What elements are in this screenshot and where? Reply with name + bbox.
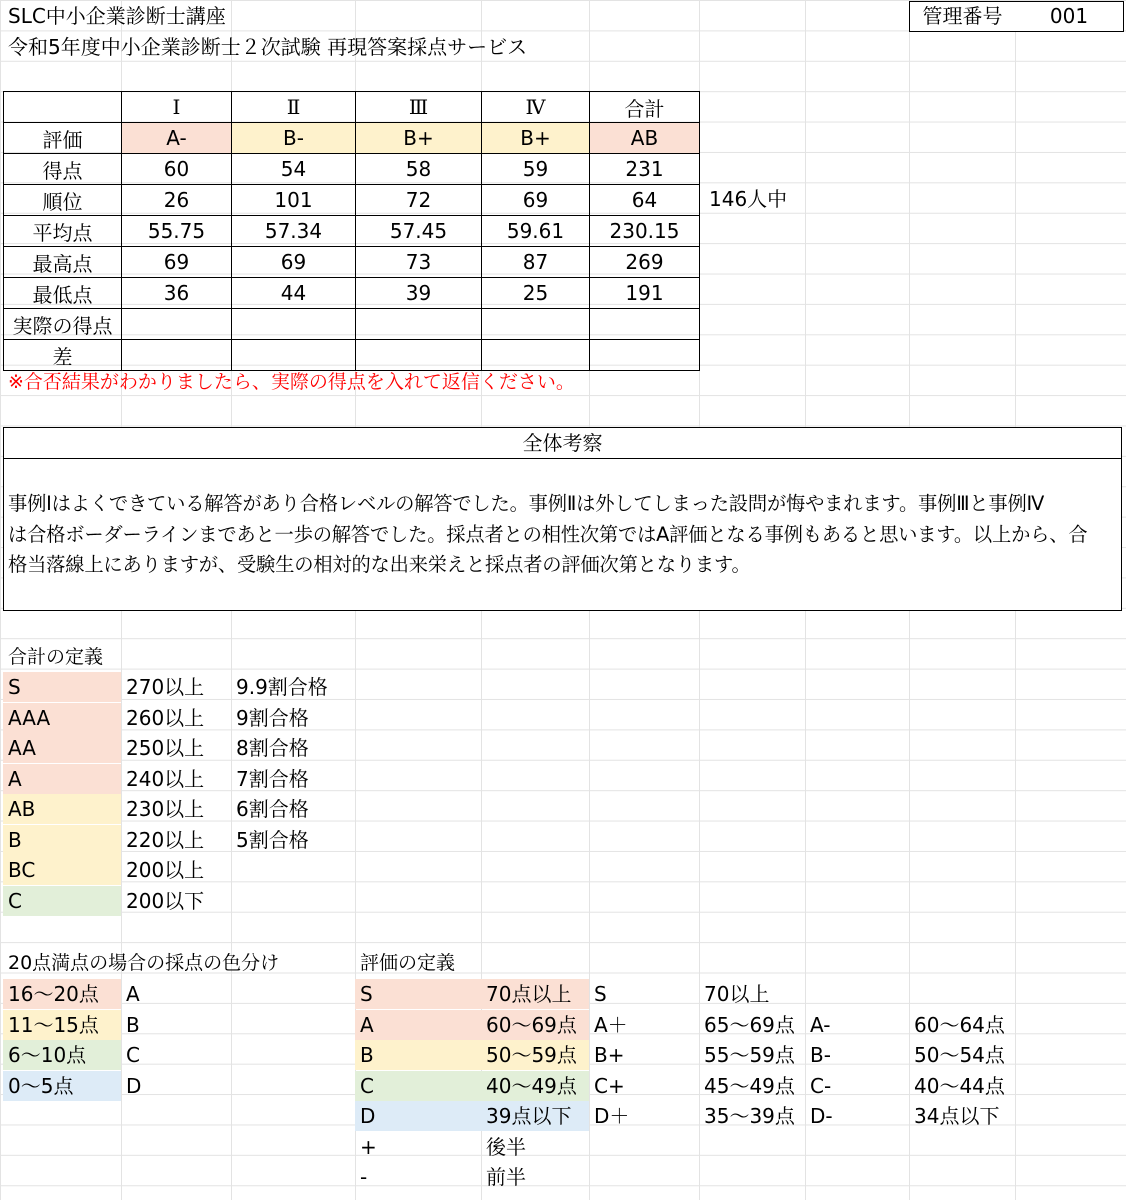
table-cell: 59.61: [482, 216, 590, 247]
pass-rate: 6割合格: [236, 797, 309, 821]
row-label: 評価: [4, 123, 122, 154]
diff-cell: [232, 340, 356, 371]
grade-label: A: [3, 764, 121, 794]
row-label: 順位: [4, 185, 122, 216]
eval-subgrade: B+: [594, 1043, 625, 1067]
overall-review-title: 全体考察: [4, 428, 1121, 459]
grade-cell: A-: [122, 123, 232, 154]
eval-range: 60～69点: [481, 1010, 589, 1040]
course-title: SLC中小企業診断士講座: [8, 4, 226, 28]
eval-grade: S: [355, 979, 589, 1009]
table-row: [4, 216, 700, 247]
notice-text: ※合否結果がわかりましたら、実際の得点を入れて返信ください。: [8, 371, 575, 393]
grade-cell: B-: [232, 123, 356, 154]
table-cell: 36: [122, 278, 232, 309]
grade-cell: B+: [356, 123, 482, 154]
overall-review-text: [4, 459, 1121, 581]
table-cell: 231: [590, 154, 700, 185]
table-cell: 73: [356, 247, 482, 278]
eval-subgrade: A-: [810, 1012, 831, 1037]
table-cell: 39: [356, 278, 482, 309]
grade-threshold: 200以下: [126, 888, 205, 913]
eval-subrange: 34点以下: [914, 1104, 1000, 1128]
table-cell: 58: [356, 154, 482, 185]
table-row: [4, 278, 700, 309]
grade-label: C: [3, 886, 121, 916]
pass-rate: 9.9割合格: [236, 675, 328, 699]
row-label: 平均点: [4, 216, 122, 247]
score-grade: C: [126, 1043, 140, 1067]
table-cell: 72: [356, 185, 482, 216]
diff-cell: [356, 340, 482, 371]
column-header: 合計: [590, 92, 700, 123]
sign-label: +: [360, 1134, 377, 1159]
table-cell: 87: [482, 247, 590, 278]
table-cell: 25: [482, 278, 590, 309]
score-grade: B: [126, 1012, 140, 1037]
actual-score-cell[interactable]: [482, 309, 590, 340]
score-range: 16～20点: [3, 979, 121, 1009]
score-grade: D: [126, 1073, 142, 1098]
scores-table: [3, 91, 700, 371]
table-cell: 69: [122, 247, 232, 278]
eval-range: 39点以下: [481, 1101, 589, 1131]
table-cell: 64: [590, 185, 700, 216]
column-header: Ⅳ: [482, 92, 590, 123]
table-cell: 55.75: [122, 216, 232, 247]
diff-cell: [482, 340, 590, 371]
eval-range: 70点以上: [481, 979, 589, 1009]
eval-subrange: 60～64点: [914, 1012, 1005, 1037]
eval-definition-title: 評価の定義: [360, 952, 456, 974]
table-row: [4, 340, 700, 371]
table-cell: 59: [482, 154, 590, 185]
eval-subgrade: D＋: [594, 1104, 630, 1128]
row-label: 最高点: [4, 247, 122, 278]
overall-review-line: 格当落線上にありますが、受験生の相対的な出来栄えと採点者の評価次第となります。: [8, 553, 751, 576]
table-row: [4, 185, 700, 216]
eval-subrange: 70以上: [704, 982, 770, 1006]
sign-meaning: 後半: [486, 1134, 526, 1159]
grade-threshold: 200以上: [126, 858, 205, 882]
grade-threshold: 250以上: [126, 736, 205, 760]
eval-subgrade: C-: [810, 1073, 832, 1098]
color-split-title: 20点満点の場合の採点の色分け: [8, 952, 280, 974]
sign-meaning: 前半: [486, 1165, 526, 1189]
total-definition-title: 合計の定義: [8, 646, 104, 668]
table-cell: 101: [232, 185, 356, 216]
eval-grade: A: [355, 1010, 589, 1040]
grade-threshold: 230以上: [126, 797, 205, 821]
rank-note: 146人中: [709, 187, 788, 211]
table-cell: 57.45: [356, 216, 482, 247]
eval-subgrade: C+: [594, 1073, 625, 1098]
eval-subrange: 35～39点: [704, 1104, 795, 1128]
actual-score-cell[interactable]: [122, 309, 232, 340]
column-header: Ⅱ: [232, 92, 356, 123]
grade-label: BC: [3, 855, 121, 885]
pass-rate: 8割合格: [236, 736, 309, 760]
eval-grade: C: [355, 1071, 589, 1101]
sign-label: -: [360, 1165, 368, 1189]
column-header: Ⅲ: [356, 92, 482, 123]
grade-threshold: 240以上: [126, 766, 205, 791]
diff-cell: [590, 340, 700, 371]
column-header: Ⅰ: [122, 92, 232, 123]
table-cell: 57.34: [232, 216, 356, 247]
eval-grade: B: [355, 1040, 589, 1070]
eval-subgrade: D-: [810, 1104, 833, 1128]
table-cell: 269: [590, 247, 700, 278]
diff-cell: [122, 340, 232, 371]
eval-range: 40～49点: [481, 1071, 589, 1101]
score-range: 0～5点: [3, 1071, 121, 1101]
table-cell: 60: [122, 154, 232, 185]
score-range: 11～15点: [3, 1010, 121, 1040]
eval-subgrade: A＋: [594, 1012, 628, 1037]
pass-rate: 9割合格: [236, 705, 309, 730]
table-row: [4, 247, 700, 278]
eval-subrange: 40～44点: [914, 1073, 1005, 1098]
score-grade: A: [126, 982, 140, 1006]
table-row: [4, 154, 700, 185]
row-label: 実際の得点: [4, 309, 122, 340]
actual-score-cell[interactable]: [232, 309, 356, 340]
score-range: 6～10点: [3, 1040, 121, 1070]
service-title: 令和5年度中小企業診断士２次試験 再現答案採点サービス: [8, 35, 528, 59]
grade-threshold: 270以上: [126, 675, 205, 699]
table-header-row: [4, 92, 700, 123]
table-row: [4, 123, 700, 154]
overall-review-line: は合格ボーダーラインまであと一歩の解答でした。採点者との相性次第ではA評価となる事例もあると思います。以上から、合: [8, 522, 1088, 546]
grade-cell: B+: [482, 123, 590, 154]
overall-review-box: [3, 427, 1122, 611]
pass-rate: 5割合格: [236, 827, 309, 852]
eval-subrange: 65～69点: [704, 1012, 795, 1037]
table-row: [4, 309, 700, 340]
grade-cell: AB: [590, 123, 700, 154]
eval-range: 50～59点: [481, 1040, 589, 1070]
corner-cell: [4, 92, 122, 123]
eval-subgrade: B-: [810, 1043, 831, 1067]
grade-threshold: 260以上: [126, 705, 205, 730]
actual-score-cell[interactable]: [590, 309, 700, 340]
eval-subrange: 55～59点: [704, 1043, 795, 1067]
pass-rate: 7割合格: [236, 766, 309, 791]
eval-subgrade: S: [594, 982, 607, 1006]
row-label: 最低点: [4, 278, 122, 309]
mgmt-number-label: 管理番号: [909, 1, 1016, 32]
row-label: 得点: [4, 154, 122, 185]
row-label: 差: [4, 340, 122, 371]
overall-review-line: 事例Ⅰはよくできている解答があり合格レベルの解答でした。事例Ⅱは外してしまった設問が悔やまれます。事例Ⅲと事例Ⅳ: [8, 492, 1045, 515]
table-cell: 69: [482, 185, 590, 216]
grade-label: AAA: [3, 703, 121, 733]
table-cell: 69: [232, 247, 356, 278]
table-cell: 54: [232, 154, 356, 185]
table-cell: 44: [232, 278, 356, 309]
actual-score-cell[interactable]: [356, 309, 482, 340]
mgmt-number-value: 001: [1015, 1, 1124, 32]
table-cell: 191: [590, 278, 700, 309]
table-cell: 26: [122, 185, 232, 216]
eval-subrange: 50～54点: [914, 1043, 1005, 1067]
grade-threshold: 220以上: [126, 827, 205, 852]
eval-grade: D: [355, 1101, 589, 1131]
grade-label: B: [3, 825, 121, 855]
eval-subrange: 45～49点: [704, 1073, 795, 1098]
grade-label: AB: [3, 794, 121, 824]
grade-label: S: [3, 672, 121, 702]
grade-label: AA: [3, 733, 121, 763]
table-cell: 230.15: [590, 216, 700, 247]
